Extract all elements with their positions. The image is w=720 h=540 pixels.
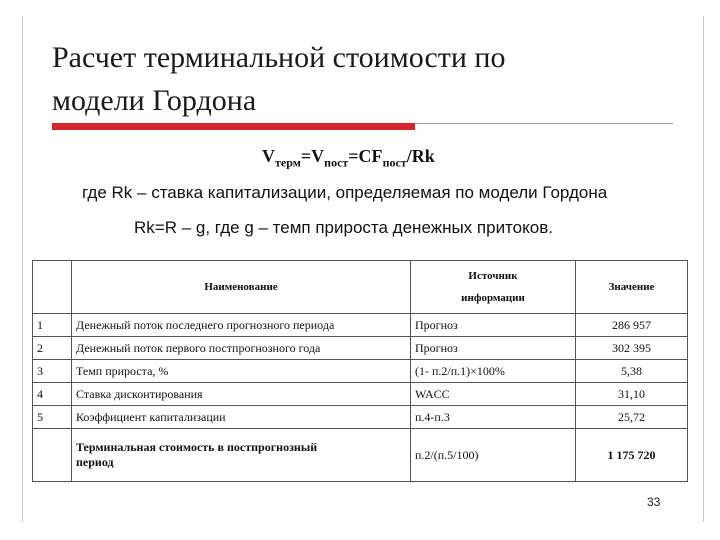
total-value: 1 175 720 (576, 429, 688, 482)
explanation-g: Rk=R – g, где g – темп прироста денежных притоков. (134, 218, 553, 237)
header-source (411, 261, 576, 314)
frame-right-line (703, 16, 704, 522)
calculation-table (32, 260, 688, 482)
title-line-1: Расчет терминальной стоимости по (52, 41, 506, 74)
table-total-row (33, 429, 688, 482)
formula-sub-term: терм (275, 155, 301, 170)
formula-eq2: =CF (348, 146, 383, 166)
row-value: 31,10 (576, 383, 688, 406)
row-num: 2 (33, 337, 72, 360)
total-name (72, 429, 411, 482)
explanation-rk: где Rk – ставка капитализации, определяемая по модели Гордона (82, 183, 608, 202)
title-line-2: модели Гордона (52, 84, 257, 117)
row-name: Денежный поток последнего прогнозного периода (72, 314, 411, 337)
row-num: 3 (33, 360, 72, 383)
total-source: п.2/(п.5/100) (411, 429, 576, 482)
formula-sub-post: пост (324, 155, 349, 170)
row-name: Денежный поток первого постпрогнозного года (72, 337, 411, 360)
row-source: Прогноз (411, 314, 576, 337)
table-row (33, 337, 688, 360)
row-value: 302 395 (576, 337, 688, 360)
formula-v: V (262, 146, 275, 166)
formula-tail: /Rk (406, 146, 435, 166)
row-source: WACC (411, 383, 576, 406)
header-name: Наименование (72, 261, 411, 314)
title-accent-bar (52, 123, 415, 130)
row-value: 286 957 (576, 314, 688, 337)
total-name-line1: Терминальная стоимость в постпрогнозный (76, 440, 318, 454)
page-number: 33 (647, 495, 661, 509)
calculation-table-container (30, 258, 690, 494)
table-header-row (33, 261, 688, 314)
row-name: Коэффициент капитализации (72, 406, 411, 429)
row-source: Прогноз (411, 337, 576, 360)
total-name-line2: период (76, 455, 114, 469)
table-row (33, 383, 688, 406)
table-row (33, 314, 688, 337)
row-value: 5,38 (576, 360, 688, 383)
formula-eq1: =V (300, 146, 325, 166)
gordon-formula (262, 146, 435, 171)
frame-left-line (22, 16, 23, 522)
row-num: 1 (33, 314, 72, 337)
row-num: 4 (33, 383, 72, 406)
table-row (33, 360, 688, 383)
slide-title (52, 36, 672, 122)
header-source-line1: Источник (468, 270, 518, 282)
header-value: Значение (576, 261, 688, 314)
row-source: (1- п.2/п.1)×100% (411, 360, 576, 383)
total-num (33, 429, 72, 482)
row-value: 25,72 (576, 406, 688, 429)
row-source: п.4-п.3 (411, 406, 576, 429)
formula-sub-cf: пост (382, 155, 407, 170)
title-divider (415, 123, 673, 124)
row-name: Ставка дисконтирования (72, 383, 411, 406)
header-source-line2: информации (461, 292, 525, 304)
header-num (33, 261, 72, 314)
table-row (33, 406, 688, 429)
row-name: Темп прироста, % (72, 360, 411, 383)
row-num: 5 (33, 406, 72, 429)
